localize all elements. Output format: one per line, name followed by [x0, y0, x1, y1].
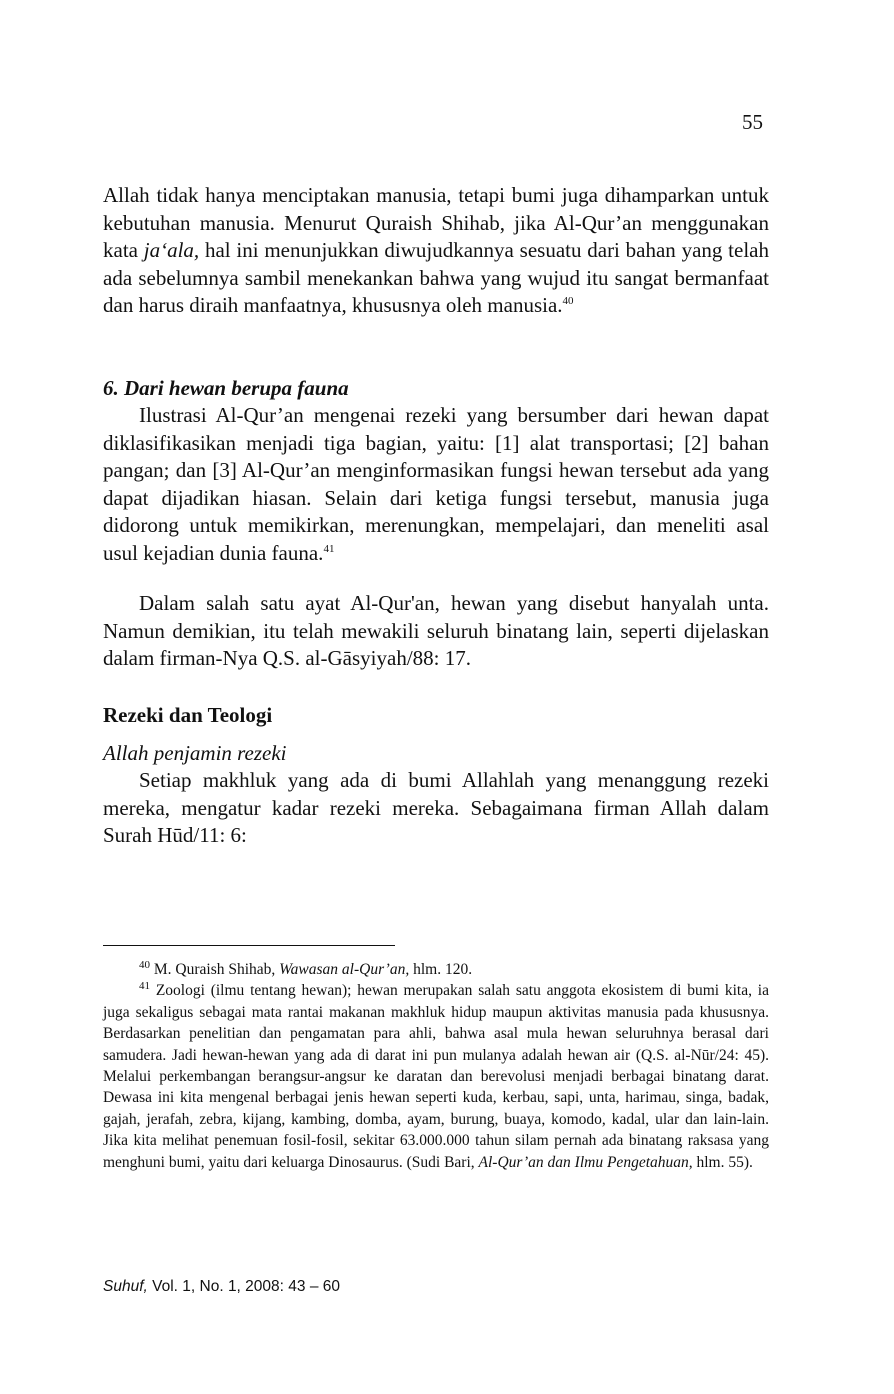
paragraph-camel: Dalam salah satu ayat Al-Qur'an, hewan yang disebut hanyalah unta. Namun demikian, itu telah mewakili seluruh binatang lain, seperti dijelaskan dalam firman-Nya Q.S. al-Gāsyiyah/88: 17. [103, 591, 769, 670]
subheading-number: 6. [103, 376, 119, 400]
footnote-40 [103, 959, 769, 980]
section-subheading: Allah penjamin rezeki [103, 741, 287, 765]
paragraph-guarantor: Setiap makhluk yang ada di bumi Allahlah yang menanggung rezeki mereka, mengatur kadar rezeki mereka. Sebagaimana firman Allah dalam Surah Hūd/11: 6: [103, 768, 769, 847]
footnote-40-after: hlm. 120. [409, 961, 473, 978]
paragraph-1-term: ja‘ala, [143, 238, 200, 262]
footnote-41 [103, 980, 769, 1173]
page-number: 55 [742, 110, 763, 134]
paragraph-1-rest: hal ini menunjukkan diwujudkannya sesuatu dari bahan yang telah ada sebelumnya sambil menekankan bahwa yang wujud itu sangat bermanfaat dan harus diraih manfaatnya, khususnya oleh manusia. [103, 238, 769, 317]
paragraph-fauna [103, 402, 769, 567]
footnote-ref-40[interactable]: 40 [562, 295, 574, 307]
footnote-40-title: Wawasan al-Qur’an, [279, 961, 410, 978]
paragraph-2-text: Ilustrasi Al-Qur’an mengenai rezeki yang bersumber dari hewan dapat diklasifikasikan menjadi tiga bagian, yaitu: [1] alat transportasi; [2] bahan pangan; dan [3] Al-Qur’an menginformasikan fungsi hewan tersebut ada yang dapat dijadikan hiasan. Selain dari ketiga fungsi tersebut, manusia juga didorong untuk memikirkan, merenungkan, mempelajari, dan meneliti asal usul kejadian dunia fauna. [103, 403, 769, 565]
footnotes [103, 959, 769, 1173]
paragraph-creation [103, 182, 769, 320]
footnote-40-before: M. Quraish Shihab, [150, 961, 280, 978]
footnote-41-after: hlm. 55). [692, 1153, 753, 1171]
footnote-ref-41[interactable]: 41 [323, 542, 335, 555]
section-heading: Rezeki dan Teologi [103, 703, 273, 727]
page-footer [103, 1278, 340, 1296]
footnote-divider [103, 945, 395, 946]
footnote-40-number: 40 [139, 958, 150, 971]
footnote-41-title: Al-Qur’an dan Ilmu Pengetahuan, [478, 1153, 693, 1171]
footnote-41-number: 41 [139, 980, 150, 993]
paragraph-1-text: Allah tidak hanya menciptakan manusia, tetapi bumi juga dihamparkan untuk kebutuhan manusia. Menurut Quraish Shihab, jika Al-Qur’an menggunakan kata [103, 183, 769, 262]
footnote-41-text: Zoologi (ilmu tentang hewan); hewan merupakan salah satu anggota ekosistem di bumi kita, ia juga sekaligus sebagai mata rantai makanan makhluk hidup maupun aktivitas manusia pada khususnya. Berdasarkan penelitian dan pengamatan para ahli, bahwa asal mula hewan seluruhnya berasal dari samudera. Jadi hewan-hewan yang ada di darat ini pun mulanya adalah hewan air (Q.S. al-Nūr/24: 45). Melalui perkembangan berangsur-angsur ke daratan dan berevolusi menjadi berbagai binatang darat. Dewasa ini kita mengenal berbagai jenis hewan seperti kuda, kerbau, sapi, unta, harimau, singa, badak, gajah, jerafah, zebra, kijang, kambing, domba, ayam, burung, buaya, komodo, kadal, ular dan lain-lain. Jika kita melihat penemuan fosil-fosil, sekitar 63.000.000 tahun silam pernah ada binatang raksasa yang menghuni bumi, yaitu dari keluarga Dinosaurus. (Sudi Bari, [103, 982, 769, 1171]
footer-journal: Suhuf, [103, 1278, 148, 1295]
subheading-fauna [103, 376, 349, 401]
subheading-text: Dari hewan berupa fauna [124, 376, 349, 400]
footer-citation: Vol. 1, No. 1, 2008: 43 – 60 [147, 1278, 340, 1295]
